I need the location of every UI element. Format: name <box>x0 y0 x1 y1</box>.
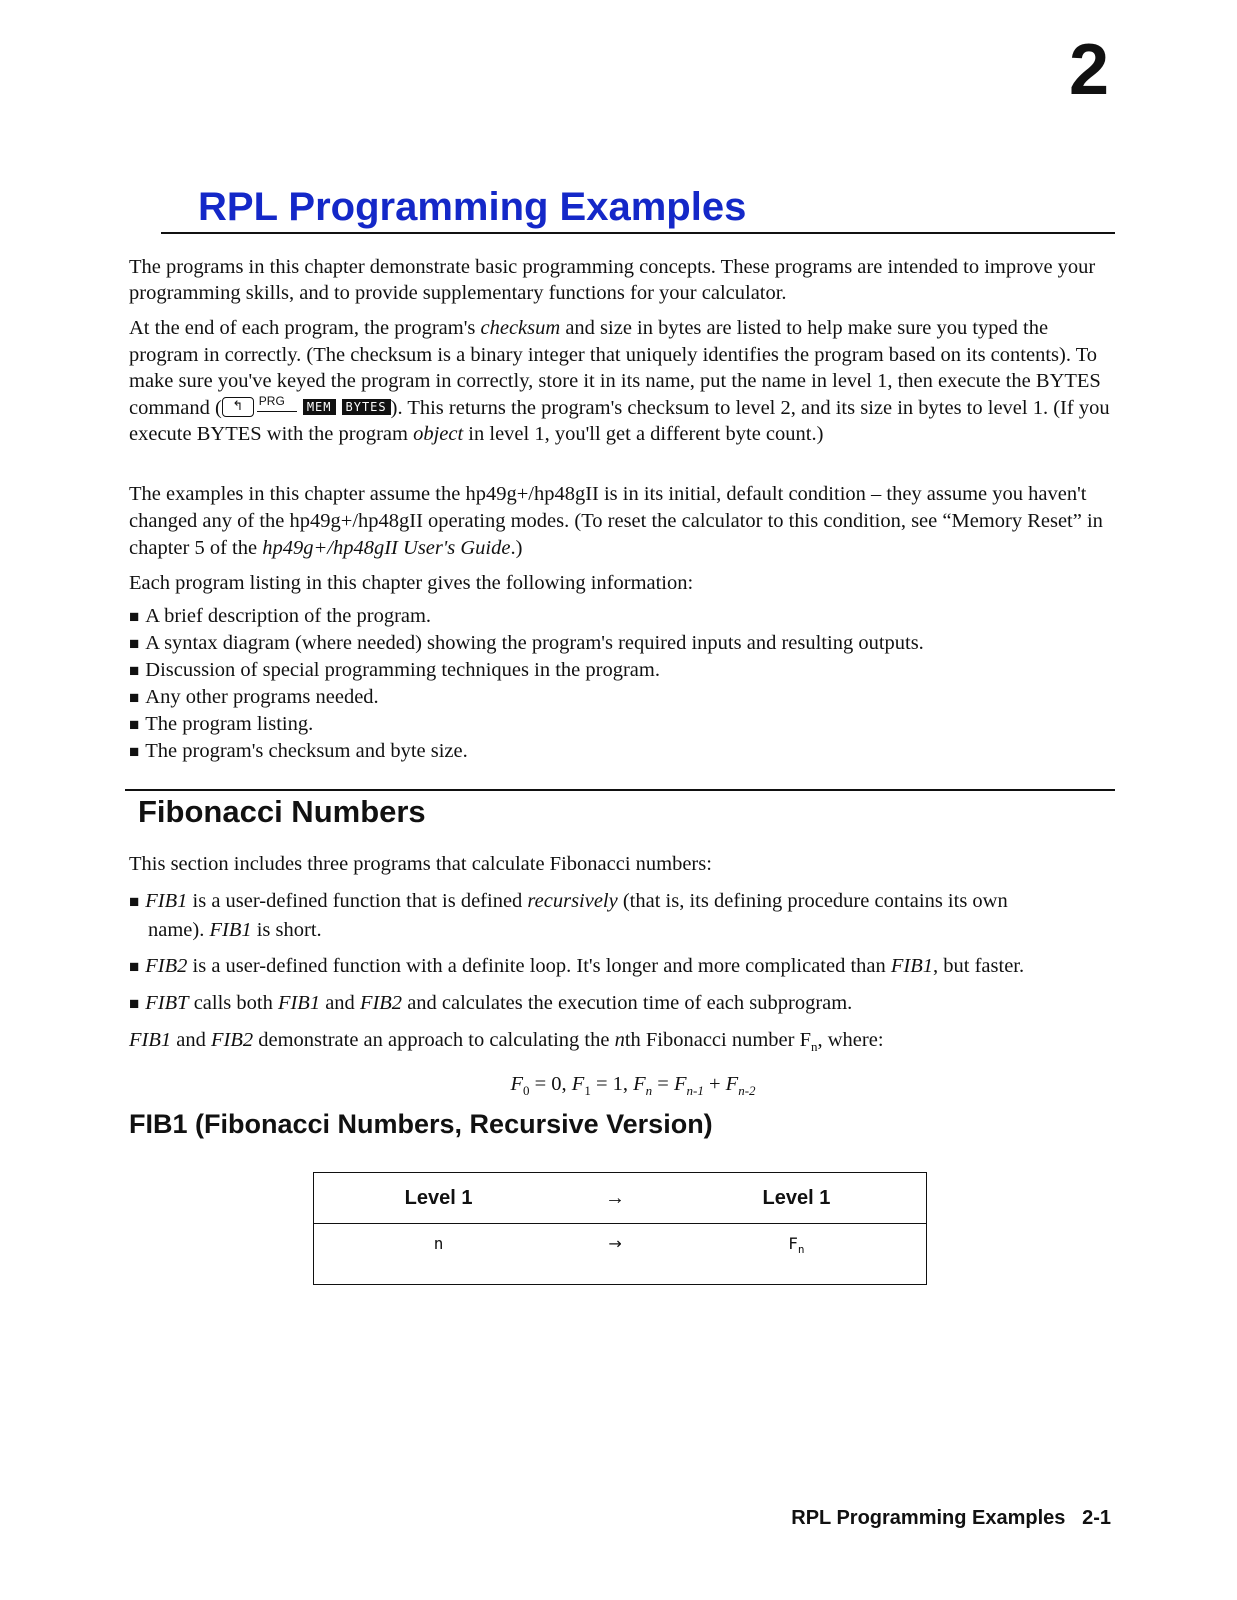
bullet-square-icon: ■ <box>129 892 140 911</box>
intro-paragraph-2 <box>129 315 1119 448</box>
intro-p2-a: At the end of each program, the program's <box>129 317 481 339</box>
table-cell: n <box>433 1234 444 1253</box>
list-item: ■ Discussion of special programming techniques in the program. <box>129 657 924 684</box>
intro-p4: Each program listing in this chapter gives the following information: <box>129 572 694 594</box>
list-item: ■ A syntax diagram (where needed) showing the program's required inputs and resulting outputs. <box>129 630 924 657</box>
checksum-term: checksum <box>480 317 561 339</box>
mem-menu-key: MEM <box>303 399 336 415</box>
fib2-bullet: ■ FIB2 is a user-defined function with a definite loop. It's longer and more complicated than FIB1, but faster. <box>129 953 1119 980</box>
users-guide-title: hp49g+/hp48gII User's Guide <box>262 537 511 559</box>
fib1-bullet: ■ FIB1 is a user-defined function that is defined recursively (that is, its defining procedure contains its own name). FIB1 is short. <box>129 887 1119 945</box>
intro-p2-d: in level 1, you'll get a different byte count.) <box>463 423 824 445</box>
syntax-table <box>313 1172 927 1285</box>
fibonacci-formula: $F_0 = 0$, $F_1 = 1$, $F_n = F_{n-1} + F_{n-2}$ <box>510 1073 756 1099</box>
bullet-square-icon: ■ <box>129 715 140 734</box>
table-header: Level 1 <box>314 1173 564 1224</box>
section-intro: This section includes three programs that calculate Fibonacci numbers: <box>129 853 712 875</box>
intro-p3-a: The examples in this chapter assume the hp49g+/hp48gII is in its initial, default condition – they assume you haven't changed any of the hp49g+/hp48gII operating modes. (To reset the calculator to this condition, see “Memory Reset” in chapter 5 of the <box>129 483 1103 559</box>
object-term: object <box>413 423 464 445</box>
title-rule <box>161 232 1115 234</box>
intro-paragraph-4 <box>129 570 1119 596</box>
list-item: ■ Any other programs needed. <box>129 684 924 711</box>
table-header: Level 1 <box>667 1173 927 1224</box>
chapter-title: RPL Programming Examples <box>198 185 747 229</box>
intro-paragraph-3 <box>129 481 1119 562</box>
left-shift-icon: ↰ <box>232 398 244 414</box>
table-row <box>314 1224 927 1285</box>
intro-paragraph-1 <box>129 254 1119 306</box>
intro-p3-b: .) <box>510 537 523 559</box>
chapter-number: 2 <box>1068 30 1109 110</box>
info-bullet-list <box>129 603 924 765</box>
page-footer: RPL Programming Examples 2-1 <box>791 1507 1111 1529</box>
bullet-square-icon: ■ <box>129 688 140 707</box>
bullet-square-icon: ■ <box>129 742 140 761</box>
table-cell: $F_n$ <box>788 1234 805 1257</box>
bullet-square-icon: ■ <box>129 634 140 653</box>
bullet-square-icon: ■ <box>129 994 140 1013</box>
list-item: ■ The program listing. <box>129 711 924 738</box>
bullet-square-icon: ■ <box>129 661 140 680</box>
table-cell-arrow: → <box>608 1234 622 1253</box>
left-shift-key <box>222 397 254 417</box>
bullet-square-icon: ■ <box>129 607 140 626</box>
bullet-square-icon: ■ <box>129 957 140 976</box>
fibt-bullet: ■ FIBT calls both FIB1 and FIB2 and calculates the execution time of each subprogram. <box>129 990 1119 1017</box>
bytes-menu-key: BYTES <box>342 399 391 415</box>
prg-key-label: PRG <box>257 395 297 412</box>
intro-p2-b: and size in bytes are listed to help make sure you typed the program in correctly. (The checksum is a binary integer that uniquely identifies the program based on its contents). To make sure you've keyed the program in correctly, store it in its name, put the name in level 1, then execute the BYTES command ( <box>129 317 1101 419</box>
table-header-row <box>314 1173 927 1224</box>
section-title: Fibonacci Numbers <box>138 794 426 829</box>
subsection-title: FIB1 (Fibonacci Numbers, Recursive Version) <box>129 1109 713 1139</box>
table-header-arrow: → <box>563 1173 667 1224</box>
list-item: ■ A brief description of the program. <box>129 603 924 630</box>
list-item: ■ The program's checksum and byte size. <box>129 738 924 765</box>
intro-p1: The programs in this chapter demonstrate basic programming concepts. These programs are intended to improve your programming skills, and to provide supplementary functions for your calculator. <box>129 256 1096 304</box>
intro-p2-c: ). This returns the program's checksum to level 2, and its size in bytes to level 1. (If you execute BYTES with the program <box>129 396 1110 445</box>
fib-approach-line: FIB1 and FIB2 demonstrate an approach to calculating the nth Fibonacci number $F_n$, where: <box>129 1029 884 1055</box>
section-rule <box>125 789 1115 791</box>
